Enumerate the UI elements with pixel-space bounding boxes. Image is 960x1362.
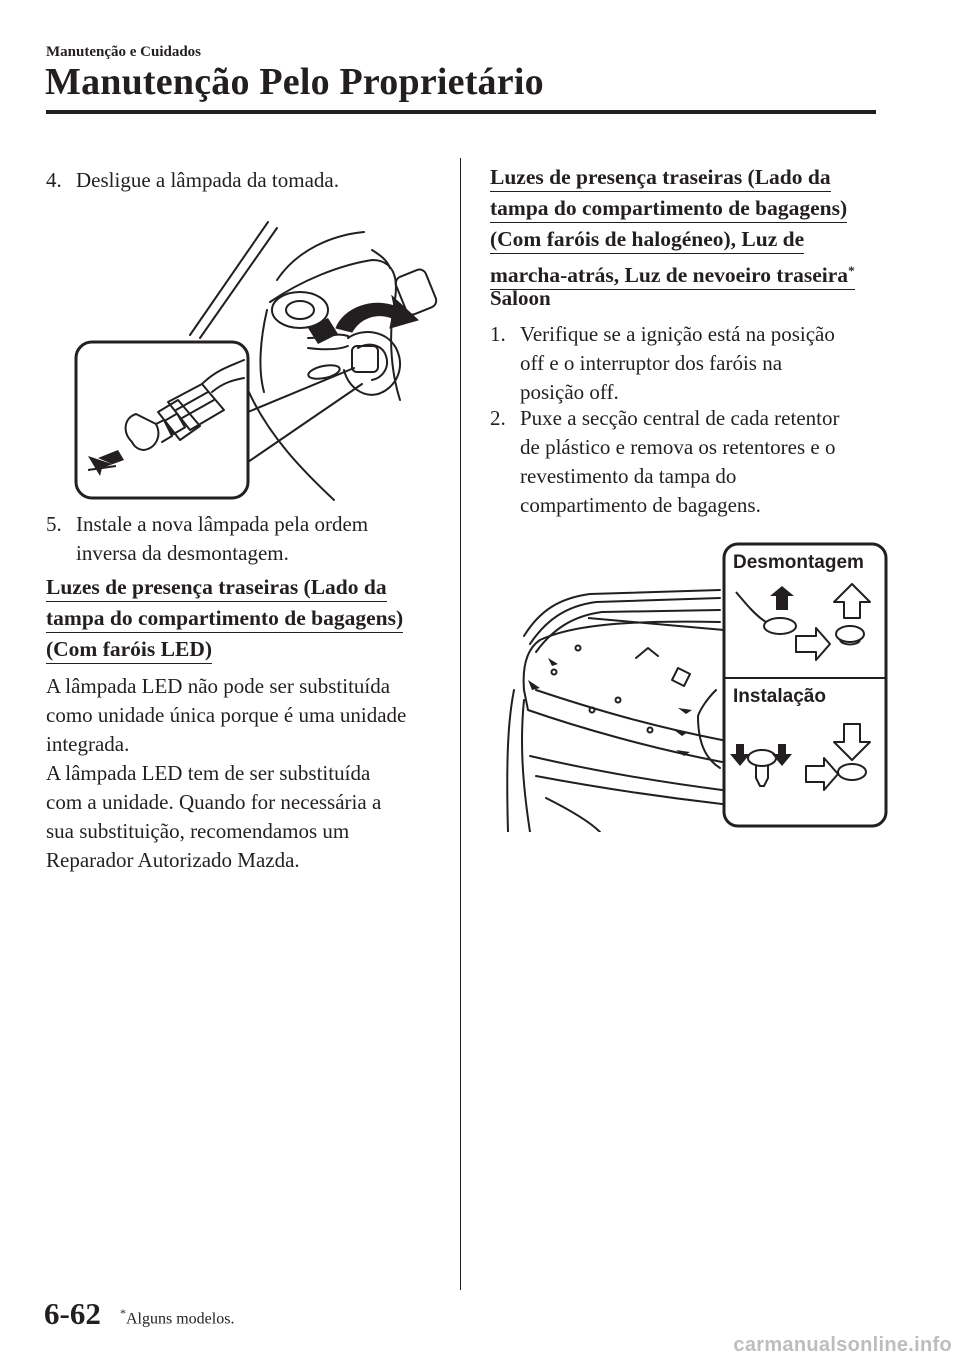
step-5-text-line2: inversa da desmontagem. bbox=[76, 541, 289, 565]
header-rule bbox=[46, 110, 876, 114]
halogen-heading-line2: tampa do compartimento de bagagens) bbox=[490, 196, 847, 223]
step-5-text-line1: Instale a nova lâmpada pela ordem bbox=[76, 512, 369, 536]
led-paragraph-line: como unidade única porque é uma unidade bbox=[46, 703, 407, 727]
led-section-heading bbox=[46, 572, 403, 665]
led-paragraph-line: A lâmpada LED não pode ser substituída bbox=[46, 674, 391, 698]
some-models-asterisk: * bbox=[848, 263, 855, 278]
step-1-line: posição off. bbox=[520, 380, 619, 404]
step-2-number: 2. bbox=[490, 406, 506, 430]
footnote bbox=[120, 1306, 234, 1328]
step-5 bbox=[46, 510, 446, 568]
saloon-subheading: Saloon bbox=[490, 286, 551, 310]
column-divider bbox=[460, 158, 461, 1290]
page-number: 6-62 bbox=[44, 1296, 101, 1331]
chapter-title: Manutenção Pelo Proprietário bbox=[45, 61, 544, 103]
led-paragraph-line: com a unidade. Quando for necessária a bbox=[46, 790, 382, 814]
halogen-heading-line1: Luzes de presença traseiras (Lado da bbox=[490, 165, 831, 192]
step-1 bbox=[490, 320, 910, 407]
step-4 bbox=[46, 166, 446, 195]
led-paragraph-line: sua substituição, recomendamos um bbox=[46, 819, 350, 843]
bulb-socket-illustration bbox=[72, 210, 442, 510]
footnote-asterisk: * bbox=[120, 1306, 126, 1320]
step-1-line: off e o interruptor dos faróis na bbox=[520, 351, 783, 375]
led-paragraph bbox=[46, 672, 450, 875]
step-4-text: Desligue a lâmpada da tomada. bbox=[76, 168, 339, 192]
section-label: Manutenção e Cuidados bbox=[46, 44, 202, 60]
step-2 bbox=[490, 404, 910, 520]
halogen-section-heading bbox=[490, 162, 855, 291]
footnote-text: Alguns modelos. bbox=[126, 1310, 235, 1328]
halogen-heading-line3: (Com faróis de halogéneo), Luz de bbox=[490, 227, 804, 254]
trunk-lid-trim-illustration bbox=[500, 540, 892, 832]
step-2-line: de plástico e remova os retentores e o bbox=[520, 435, 836, 459]
removal-label: Desmontagem bbox=[733, 552, 864, 573]
led-heading-line3: (Com faróis LED) bbox=[46, 637, 212, 664]
step-5-number: 5. bbox=[46, 512, 62, 536]
watermark: carmanualsonline.info bbox=[733, 1334, 952, 1356]
step-2-line: compartimento de bagagens. bbox=[520, 493, 761, 517]
led-paragraph-line: integrada. bbox=[46, 732, 130, 756]
step-2-line: Puxe a secção central de cada retentor bbox=[520, 406, 840, 430]
led-heading-line1: Luzes de presença traseiras (Lado da bbox=[46, 575, 387, 602]
led-heading-line2: tampa do compartimento de bagagens) bbox=[46, 606, 403, 633]
step-4-number: 4. bbox=[46, 168, 62, 192]
led-paragraph-line: A lâmpada LED tem de ser substituída bbox=[46, 761, 371, 785]
halogen-heading-line4: marcha-atrás, Luz de nevoeiro traseira bbox=[490, 263, 849, 287]
led-paragraph-line: Reparador Autorizado Mazda. bbox=[46, 848, 300, 872]
step-1-number: 1. bbox=[490, 322, 506, 346]
installation-label: Instalação bbox=[733, 686, 826, 707]
step-2-line: revestimento da tampa do bbox=[520, 464, 737, 488]
step-1-line: Verifique se a ignição está na posição bbox=[520, 322, 835, 346]
